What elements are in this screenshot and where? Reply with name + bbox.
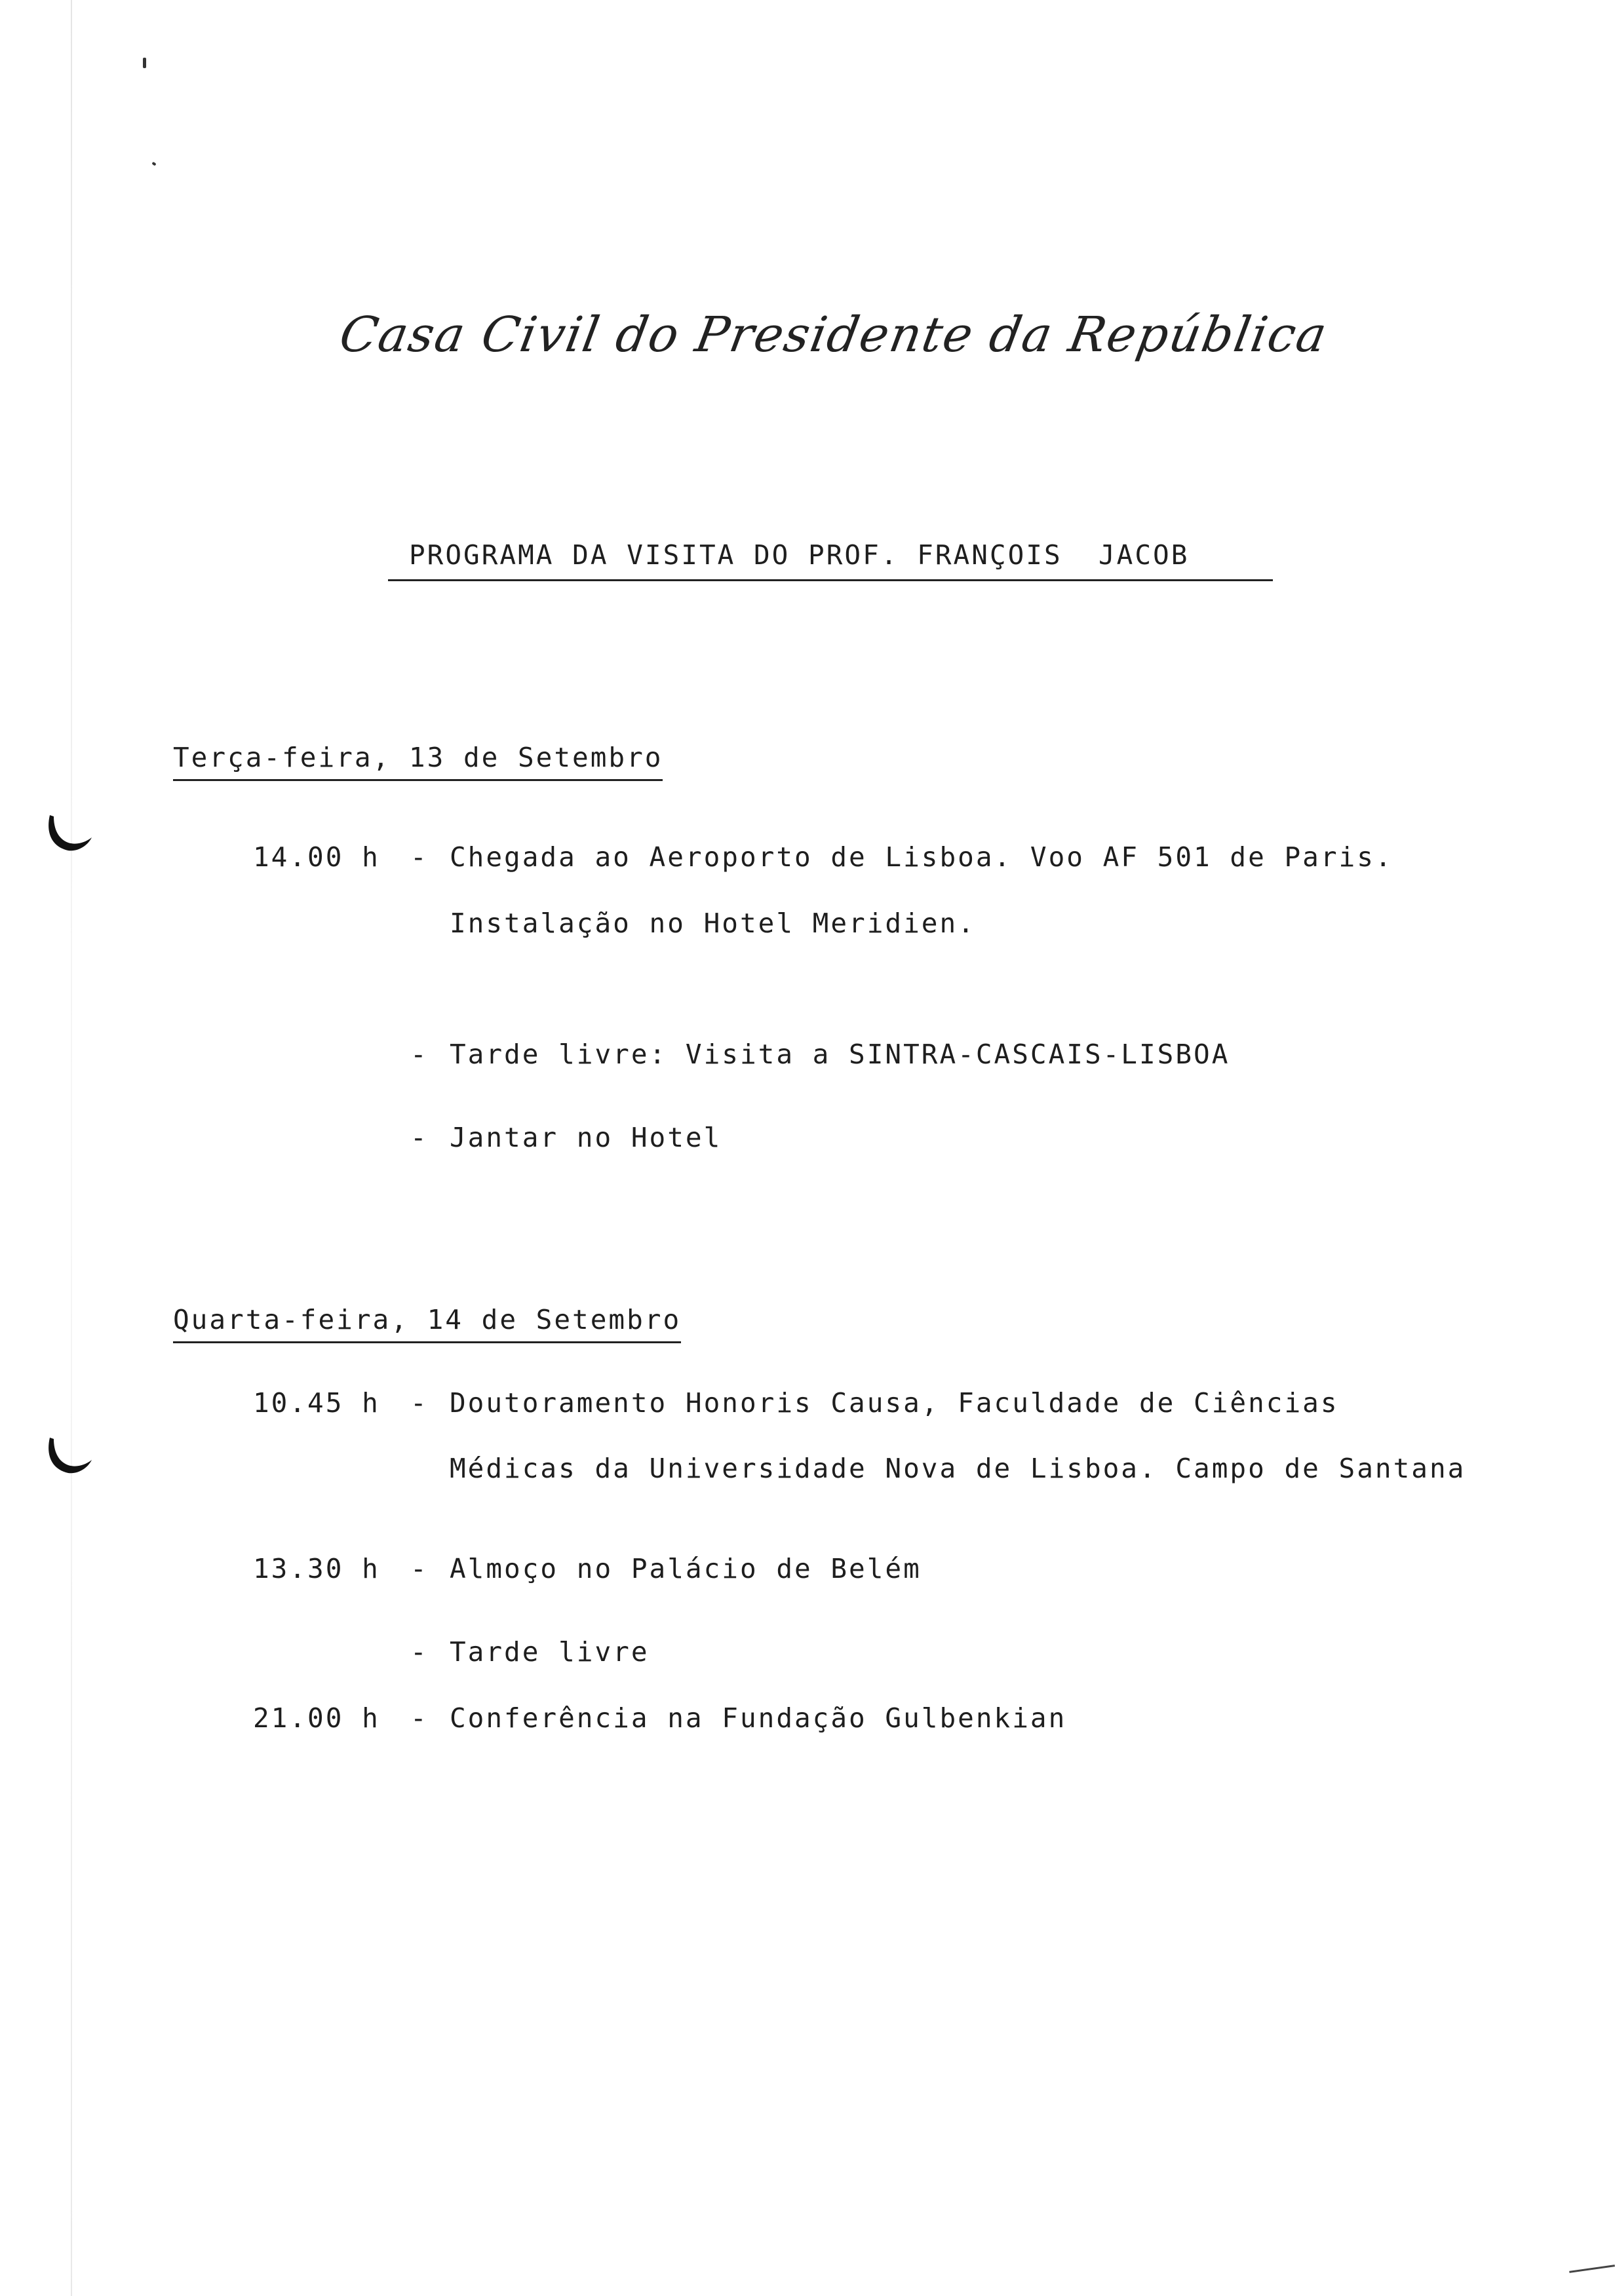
entry-text: Almoço no Palácio de Belém — [450, 1553, 922, 1584]
entry-dash: - — [410, 1553, 427, 1584]
entry-text: Instalação no Hotel Meridien. — [450, 908, 976, 939]
document-title: PROGRAMA DA VISITA DO PROF. FRANÇOIS JACOB — [388, 539, 1273, 581]
entry-dash: - — [410, 1702, 427, 1734]
entry-text: Tarde livre — [450, 1636, 650, 1668]
entry-text: Tarde livre: Visita a SINTRA-CASCAIS-LISBOA — [450, 1039, 1230, 1070]
scan-corner-mark — [1569, 2265, 1615, 2273]
entry-time: 14.00 h — [253, 841, 380, 873]
entry-time: 13.30 h — [253, 1553, 380, 1584]
entry-text: Médicas da Universidade Nova de Lisboa. Campo de Santana — [450, 1453, 1466, 1484]
entry-dash: - — [410, 841, 427, 873]
entry-dash: - — [410, 1039, 427, 1070]
entry-text: Chegada ao Aeroporto de Lisboa. Voo AF 501 de Paris. — [450, 841, 1393, 873]
entry-text: Doutoramento Honoris Causa, Faculdade de Ciências — [450, 1387, 1339, 1419]
scan-speck — [151, 162, 156, 166]
entry-dash: - — [410, 1387, 427, 1419]
entry-text: Jantar no Hotel — [450, 1122, 722, 1153]
entry-time: 21.00 h — [253, 1702, 380, 1734]
scan-speck — [143, 58, 146, 68]
entry-dash: - — [410, 1122, 427, 1153]
punch-hole-mark-icon — [42, 1435, 94, 1481]
punch-hole-mark-icon — [42, 813, 94, 858]
entry-time: 10.45 h — [253, 1387, 380, 1419]
day-heading: Terça-feira, 13 de Setembro — [173, 741, 663, 781]
entry-text: Conferência na Fundação Gulbenkian — [450, 1702, 1067, 1734]
entry-dash: - — [410, 1636, 427, 1668]
letterhead: Casa Civil do Presidente da República — [335, 307, 1333, 363]
day-heading: Quarta-feira, 14 de Setembro — [173, 1303, 681, 1343]
